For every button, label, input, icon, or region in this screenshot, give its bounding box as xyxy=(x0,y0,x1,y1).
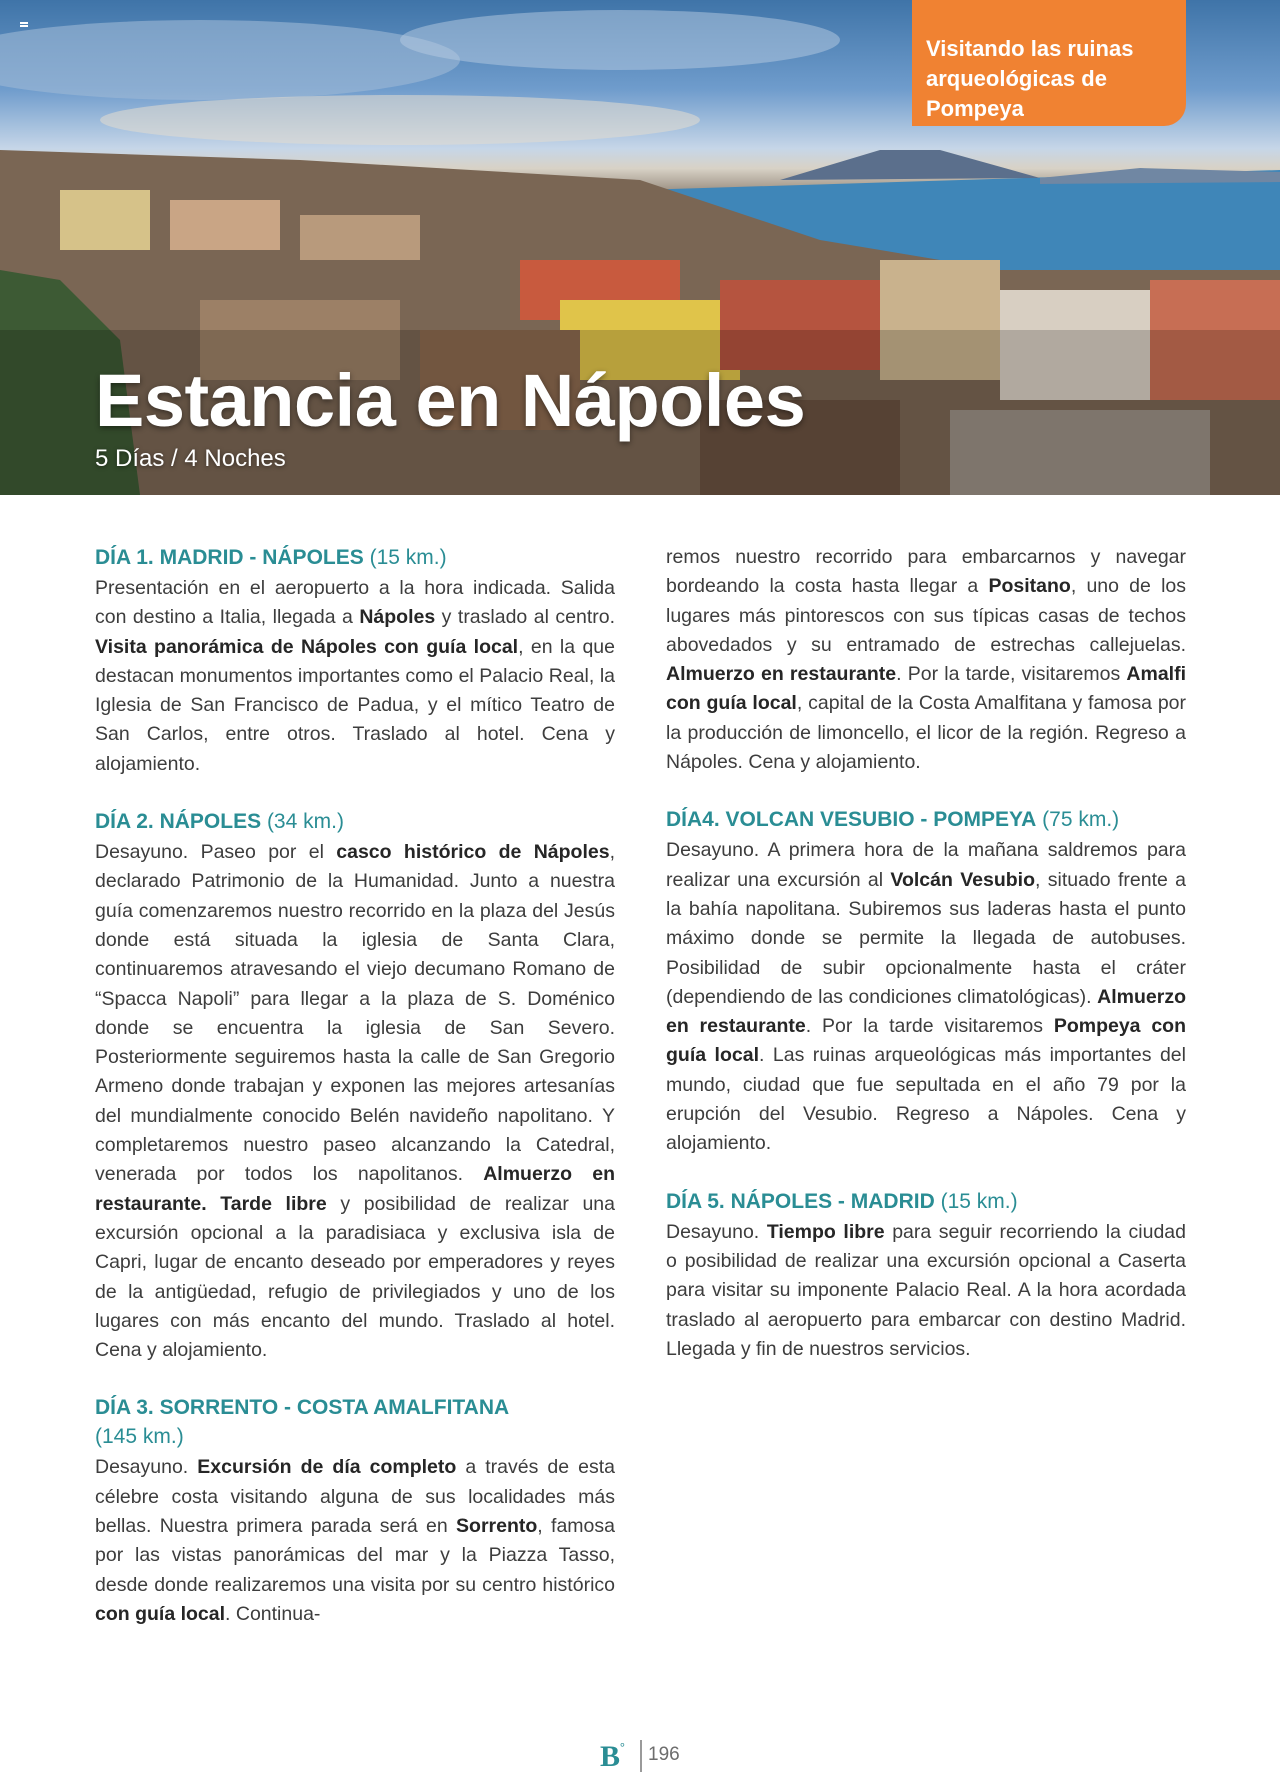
left-column xyxy=(95,543,615,1657)
highlight-badge xyxy=(912,0,1186,126)
day-3-continuation-text: remos nuestro recorrido para embarcarnos y navegar bordeando la costa hasta llegar a Positano, uno de los lugares más pintorescos con sus típicas casas de techos abovedados y su entramado de estrechas callejuelas. Almuerzo en restaurante. Por la tarde, visitaremos Amalfi con guía local, capital de la Costa Amalfitana y famosa por la producción de limoncello, el licor de la región. Regreso a Nápoles. Cena y alojamiento. xyxy=(666,546,1187,774)
day-4-heading: DÍA4. VOLCAN VESUBIO - POMPEYA (75 km.) xyxy=(666,808,1120,832)
menu-icon xyxy=(20,22,28,24)
footer-divider xyxy=(640,1740,642,1772)
brand-logo: B° xyxy=(600,1740,625,1773)
day-5-text: Desayuno. Tiempo libre para seguir recorriendo la ciudad o posibilidad de realizar una excursión opcional a Caserta para visitar su imponente Palacio Real. A la hora acordada traslado al aeropuerto para embarcar con destino Madrid. Llegada y fin de nuestros servicios. xyxy=(666,1220,1186,1360)
right-column xyxy=(666,543,1186,1392)
day-3-text: Desayuno. Excursión de día completo a través de esta célebre costa visitando alguna de sus localidades más bellas. Nuestra primera parada será en Sorrento, famosa por las vistas panorámicas del mar y la Piazza Tasso, desde donde realizaremos una visita por su centro histórico con guía local. Continua- xyxy=(95,1456,615,1625)
badge-text: Visitando las ruinas arqueológicas de Pompeya xyxy=(926,36,1134,121)
title-block xyxy=(95,358,805,474)
hero-photo xyxy=(0,0,1280,495)
day-2-text: Desayuno. Paseo por el casco histórico de Nápoles, declarado Patrimonio de la Humanidad. Junto a nuestra guía comenzaremos nuestro recorrido en la plaza del Jesús donde está situada la iglesia de Santa Clara, continuaremos atravesando el viejo decumano Romano de “Spacca Napoli” para llegar a la plaza de S. Doménico donde se encuentra la iglesia de San Severo. Posteriormente seguiremos hasta la calle de San Gregorio Armeno donde trabajan y exponen las mejores artesanías del mundialmente conocido Belén navideño napolitano. Y completaremos nuestro paseo alcanzando la Catedral, venerada por todos los napolitanos. Almuerzo en restaurante. Tarde libre y posibilidad de realizar una excursión opcional a la paradisiaca y exclusiva isla de Capri, lugar de encanto deseado por emperadores y reyes de la antigüedad, refugio de privilegiados y uno de los lugares con más encanto del mundo. Traslado al hotel. Cena y alojamiento. xyxy=(95,841,615,1362)
day-3-section xyxy=(95,1393,615,1629)
day-4-text: Desayuno. A primera hora de la mañana saldremos para realizar una excursión al Volcán Vesubio, situado frente a la bahía napolitana. Subiremos sus laderas hasta el punto máximo donde se permite la llegada de autobuses. Posibilidad de subir opcionalmente hasta el cráter (dependiendo de las condiciones climatológicas). Almuerzo en restaurante. Por la tarde visitaremos Pompeya con guía local. Las ruinas arqueológicas más importantes del mundo, ciudad que fue sepultada en el año 79 por la erupción del Vesubio. Regreso a Nápoles. Cena y alojamiento. xyxy=(666,839,1186,1155)
day-3-heading: DÍA 3. SORRENTO - COSTA AMALFITANA (145 km.) xyxy=(95,1396,510,1449)
day-5-heading: DÍA 5. NÁPOLES - MADRID (15 km.) xyxy=(666,1189,1018,1213)
day-5-section xyxy=(666,1187,1186,1364)
day-1-section xyxy=(95,543,615,779)
day-4-section xyxy=(666,805,1186,1158)
day-3-continuation xyxy=(666,543,1186,777)
day-2-heading: DÍA 2. NÁPOLES (34 km.) xyxy=(95,810,344,834)
page-subtitle: 5 Días / 4 Noches xyxy=(95,445,286,472)
day-2-section xyxy=(95,807,615,1365)
day-1-heading: DÍA 1. MADRID - NÁPOLES (15 km.) xyxy=(95,546,447,569)
page-number: 196 xyxy=(648,1744,680,1765)
day-1-text: Presentación en el aeropuerto a la hora indicada. Salida con destino a Italia, llegada a Nápoles y traslado al centro. Visita panorámica de Nápoles con guía local, en la que destacan monumentos importantes como el Palacio Real, la Iglesia de San Francisco de Padua, y el mítico Teatro de San Carlos, entre otros. Traslado al hotel. Cena y alojamiento. xyxy=(95,577,616,775)
page-title: Estancia en Nápoles xyxy=(95,359,806,442)
